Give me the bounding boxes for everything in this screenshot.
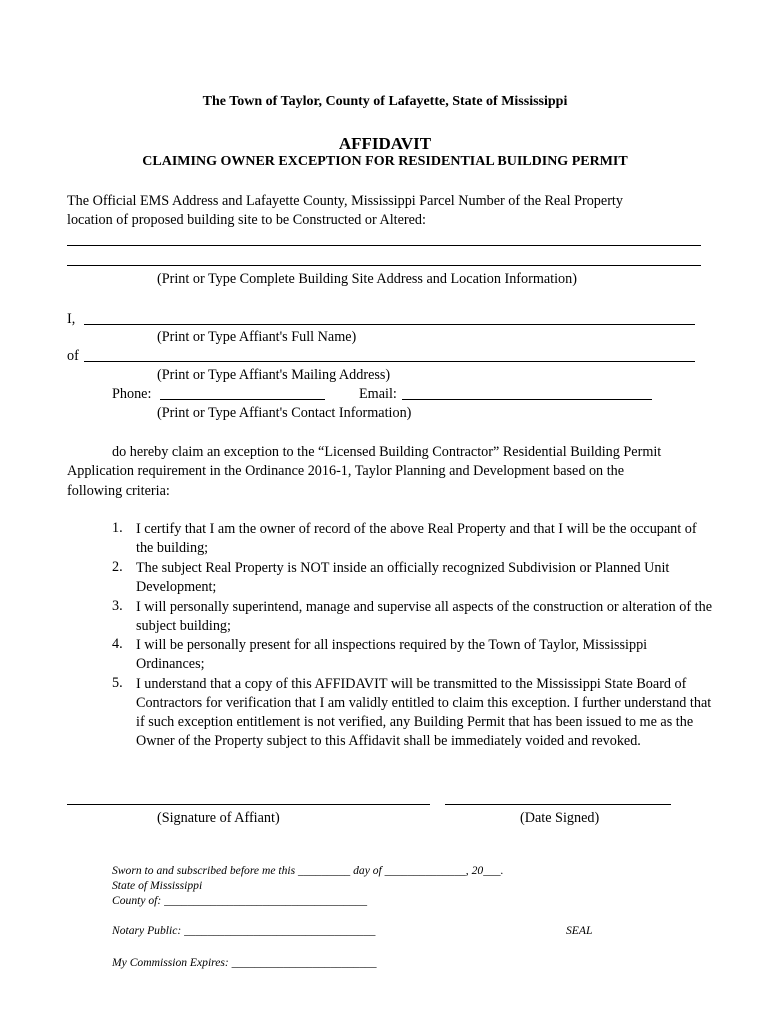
claim-line-2: Application requirement in the Ordinance 2016-1, Taylor Planning and Development based on the — [67, 463, 625, 479]
state-line: State of Mississippi — [112, 879, 203, 892]
criteria-number: 5. — [112, 675, 123, 691]
mailing-address-line[interactable] — [84, 361, 695, 362]
phone-line[interactable] — [160, 399, 325, 400]
intro-line-1: The Official EMS Address and Lafayette County, Mississippi Parcel Number of the Real Property — [67, 193, 623, 209]
mailing-caption: (Print or Type Affiant's Mailing Address) — [157, 367, 391, 383]
town-line: The Town of Taylor, County of Lafayette, State of Mississippi — [202, 94, 568, 109]
criteria-text: I will be personally present for all inspections required by the Town of Taylor, Mississippi Ordinances; — [136, 637, 648, 672]
criteria-text: I certify that I am the owner of record of the above Real Property and that I will be the occupant of the building; — [136, 521, 697, 556]
notary-public-line: Notary Public: _________________________________ — [112, 924, 376, 937]
email-line[interactable] — [402, 399, 652, 400]
signature-caption: (Signature of Affiant) — [157, 810, 280, 826]
address-line-2[interactable] — [67, 265, 701, 266]
address-caption: (Print or Type Complete Building Site Address and Location Information) — [157, 271, 577, 287]
document-title: AFFIDAVIT — [338, 134, 432, 153]
date-caption: (Date Signed) — [520, 810, 600, 826]
criteria-number: 4. — [112, 636, 123, 652]
signature-line[interactable] — [67, 804, 430, 805]
phone-label: Phone: — [112, 386, 152, 402]
affiant-name-line[interactable] — [84, 324, 695, 325]
contact-caption: (Print or Type Affiant's Contact Information) — [157, 405, 412, 421]
criteria-number: 2. — [112, 559, 123, 575]
name-caption: (Print or Type Affiant's Full Name) — [157, 329, 357, 345]
claim-line-1: do hereby claim an exception to the “Licensed Building Contractor” Residential Building Permit — [112, 444, 662, 460]
address-line-1[interactable] — [67, 245, 701, 246]
email-label: Email: — [359, 386, 397, 402]
i-label: I, — [67, 311, 76, 327]
criteria-text: I understand that a copy of this AFFIDAVIT will be transmitted to the Mississippi State Board of Contractors for verification that I am validly entitled to claim this exception. I further understand that if such exception entitlement is not verified, any Building Permit that has been issued to me as the Owner of the Property subject to this Affidavit shall be immediately voided and revoked. — [136, 676, 712, 749]
county-line: County of: ___________________________________ — [112, 894, 368, 907]
criteria-text: The subject Real Property is NOT inside an officially recognized Subdivision or Planned Unit Development; — [136, 560, 670, 595]
claim-line-3: following criteria: — [67, 483, 170, 499]
date-line[interactable] — [445, 804, 671, 805]
of-label: of — [67, 348, 79, 364]
document-subtitle: CLAIMING OWNER EXCEPTION FOR RESIDENTIAL BUILDING PERMIT — [142, 154, 628, 169]
criteria-text: I will personally superintend, manage and supervise all aspects of the construction or alteration of the subject building; — [136, 599, 712, 634]
criteria-number: 3. — [112, 598, 123, 614]
intro-line-2: location of proposed building site to be Constructed or Altered: — [67, 212, 426, 228]
criteria-number: 1. — [112, 520, 123, 536]
sworn-line: Sworn to and subscribed before me this _________ day of ______________, 20___. — [112, 864, 504, 877]
seal-label: SEAL — [566, 924, 593, 937]
commission-expires-line: My Commission Expires: _________________________ — [112, 956, 377, 969]
